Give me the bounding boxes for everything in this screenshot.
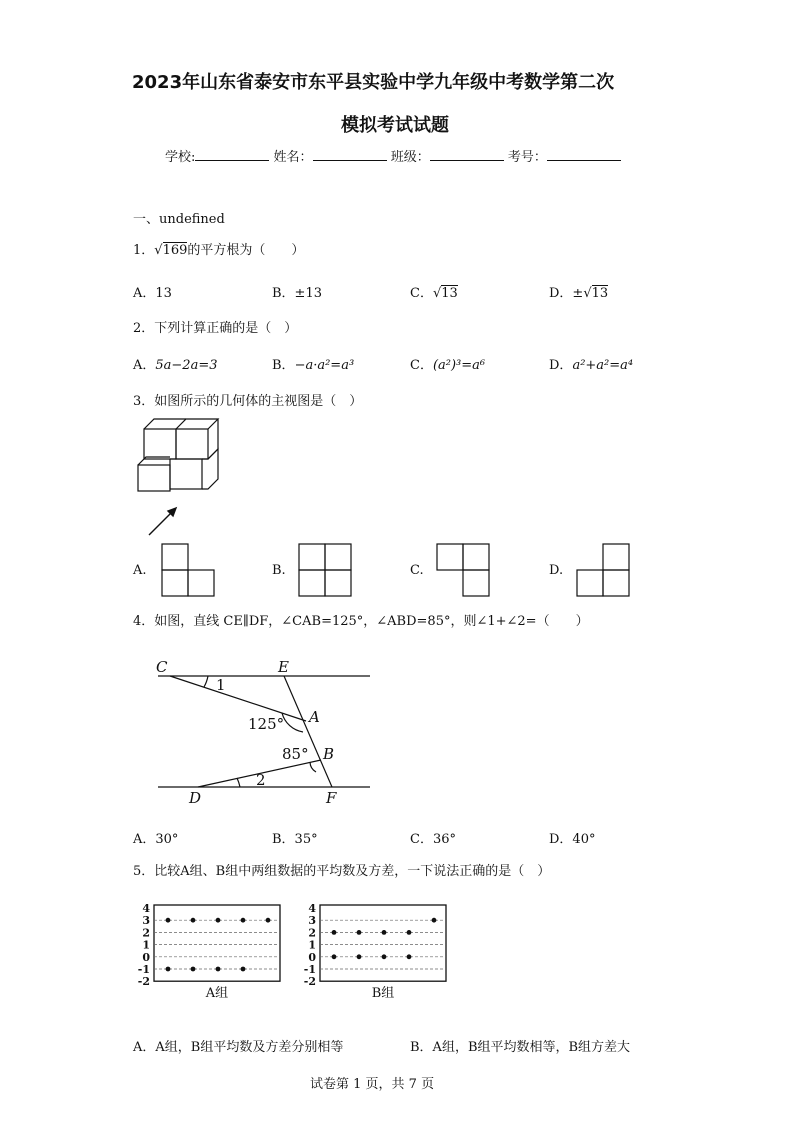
q1-option-c-radicand: 13	[441, 286, 458, 301]
page-footer: 试卷第 1 页，共 7 页	[310, 1077, 435, 1092]
cube-top-tr	[176, 419, 218, 429]
q5-option-b[interactable]: B．A组，B组平均数相等，B组方差大	[410, 1040, 631, 1055]
angle1-arc	[204, 676, 208, 687]
page-title-line2: 模拟考试试题	[341, 115, 449, 136]
q5-chart-group-b	[296, 898, 456, 1016]
chart-b-tick-label: 2	[308, 926, 316, 940]
chart-b-tick-label: 1	[308, 938, 316, 952]
chart-b-tick-label: -2	[303, 975, 316, 989]
chart-a-point	[166, 967, 171, 972]
q2-option-d-label: D．	[549, 358, 573, 373]
q1-option-d-label: D．±	[549, 286, 584, 301]
cube-front-tl	[144, 429, 176, 459]
q2-option-b-formula: −a·a²=a³	[294, 358, 355, 373]
section-heading: 一、undefined	[133, 212, 225, 227]
q4-option-b[interactable]: B．35°	[272, 832, 318, 847]
q3-option-a-figure[interactable]	[161, 543, 217, 597]
q2-option-b-label: B．	[272, 358, 295, 373]
q2-option-c-formula: (a²)³=a⁶	[432, 358, 486, 373]
cube-front-br	[170, 459, 202, 489]
cube-top-tl	[144, 419, 186, 429]
chart-a-point	[216, 967, 221, 972]
chart-a-tick-label: -2	[137, 975, 150, 989]
label-B: B	[323, 745, 335, 763]
chart-a-point	[191, 967, 196, 972]
q4-option-c[interactable]: C．36°	[410, 832, 456, 847]
chart-b-tick-label: 3	[308, 914, 316, 928]
q2-option-a-formula: 5a−2a=3	[155, 358, 218, 373]
chart-a-point	[241, 967, 246, 972]
label-angle1: 1	[216, 676, 226, 694]
label-D: D	[189, 789, 202, 807]
q1-option-d-radicand: 13	[591, 286, 609, 301]
cube-front-tr	[176, 429, 208, 459]
chart-b-tick-label: -1	[303, 963, 316, 976]
q1-option-a[interactable]: A．13	[133, 286, 172, 301]
q1-option-c[interactable]: C．√13	[410, 286, 458, 301]
info-school-label: 学校:	[165, 150, 196, 165]
q3-option-c-figure[interactable]	[436, 543, 492, 597]
page-title-line1: 2023年山东省泰安市东平县实验中学九年级中考数学第二次	[132, 72, 615, 93]
info-name-label: 姓名：	[273, 150, 313, 165]
chart-b-xlabel: B组	[371, 986, 395, 1002]
q3-solid-figure	[130, 415, 230, 540]
chart-b-point	[332, 930, 337, 935]
angle2-arc	[237, 778, 240, 787]
chart-a-tick-label: -1	[137, 963, 150, 976]
info-number-label: 考号：	[507, 150, 547, 165]
chart-a-point	[266, 918, 271, 923]
chart-b-point	[407, 954, 412, 959]
q5-option-a[interactable]: A．A组，B组平均数及方差分别相等	[133, 1040, 344, 1055]
chart-a-point	[216, 918, 221, 923]
q3-stem: 3．如图所示的几何体的主视图是（ ）	[133, 394, 363, 409]
q4-option-d[interactable]: D．40°	[549, 832, 596, 847]
label-angle-125: 125°	[248, 715, 285, 733]
q3-option-c-label[interactable]: C.	[410, 563, 424, 578]
q2-option-c[interactable]	[410, 354, 485, 373]
chart-a-point	[241, 918, 246, 923]
q3-option-b-figure[interactable]	[298, 543, 354, 597]
label-angle-85: 85°	[282, 745, 309, 763]
chart-a-tick-label: 3	[142, 914, 150, 928]
info-line	[165, 146, 621, 165]
chart-b-point	[407, 930, 412, 935]
q2-option-d[interactable]	[549, 354, 633, 373]
chart-a-tick-label: 1	[142, 938, 150, 952]
school-blank	[195, 148, 269, 161]
q4-stem: 4．如图，直线 CE∥DF，∠CAB=125°，∠ABD=85°，则∠1+∠2=（ ）	[133, 614, 589, 629]
cube-front-bl	[138, 465, 170, 491]
segment-EF	[284, 676, 335, 787]
q3-option-d-label[interactable]: D.	[549, 563, 564, 578]
q2-option-a-label: A．	[133, 358, 156, 373]
q2-option-d-formula: a²+a²=a⁴	[572, 358, 634, 373]
q3-option-b-label[interactable]: B.	[272, 563, 286, 578]
chart-b-frame	[320, 905, 446, 981]
q2-option-a[interactable]	[133, 354, 218, 373]
q5-chart-group-a	[130, 898, 290, 1016]
q4-option-a[interactable]: A．30°	[133, 832, 179, 847]
chart-a-point	[191, 918, 196, 923]
label-A: A	[309, 708, 320, 726]
chart-b-point	[382, 930, 387, 935]
cube-top-bl	[138, 457, 170, 465]
chart-b-tick-label: 4	[308, 902, 316, 915]
chart-b-point	[332, 954, 337, 959]
label-F: F	[326, 789, 337, 807]
cube-side-tr	[208, 419, 218, 459]
chart-b-point	[357, 954, 362, 959]
q2-option-c-label: C．	[410, 358, 433, 373]
q3-option-d-figure[interactable]	[576, 543, 632, 597]
cube-side-br	[202, 449, 218, 489]
q1-sqrt: √169	[154, 243, 188, 258]
number-blank	[547, 148, 621, 161]
name-blank	[313, 148, 387, 161]
q2-stem: 2．下列计算正确的是（ ）	[133, 321, 298, 336]
q1-stem-text: 的平方根为（ ）	[187, 243, 305, 258]
chart-b-point	[432, 918, 437, 923]
chart-b-point	[357, 930, 362, 935]
angle-B-arc	[310, 762, 316, 772]
label-C: C	[156, 658, 168, 676]
view-direction-arrow	[149, 508, 176, 535]
label-angle2: 2	[256, 771, 266, 789]
q1-stem	[133, 239, 304, 258]
q1-number: 1．	[133, 243, 155, 258]
chart-a-tick-label: 4	[142, 902, 150, 915]
chart-a-point	[166, 918, 171, 923]
q1-radicand: 169	[162, 243, 188, 258]
chart-b-point	[382, 954, 387, 959]
chart-a-tick-label: 2	[142, 926, 150, 940]
chart-a-tick-label: 0	[142, 950, 150, 964]
q1-option-d[interactable]: D．±√13	[549, 286, 609, 301]
class-blank	[430, 148, 504, 161]
angle-A-arc	[282, 713, 303, 732]
q1-option-b[interactable]: B．±13	[272, 286, 322, 301]
q2-option-b[interactable]	[272, 354, 354, 373]
q1-option-c-label: C．	[410, 286, 433, 301]
q5-stem: 5．比较A组、B组中两组数据的平均数及方差，一下说法正确的是（ ）	[133, 864, 551, 879]
chart-b-tick-label: 0	[308, 950, 316, 964]
segment-CA	[170, 676, 306, 721]
q4-geometry-figure	[150, 650, 380, 810]
label-E: E	[278, 658, 289, 676]
info-class-label: 班级：	[390, 150, 430, 165]
chart-a-xlabel: A组	[205, 986, 229, 1002]
q3-option-a-label[interactable]: A.	[133, 563, 147, 578]
